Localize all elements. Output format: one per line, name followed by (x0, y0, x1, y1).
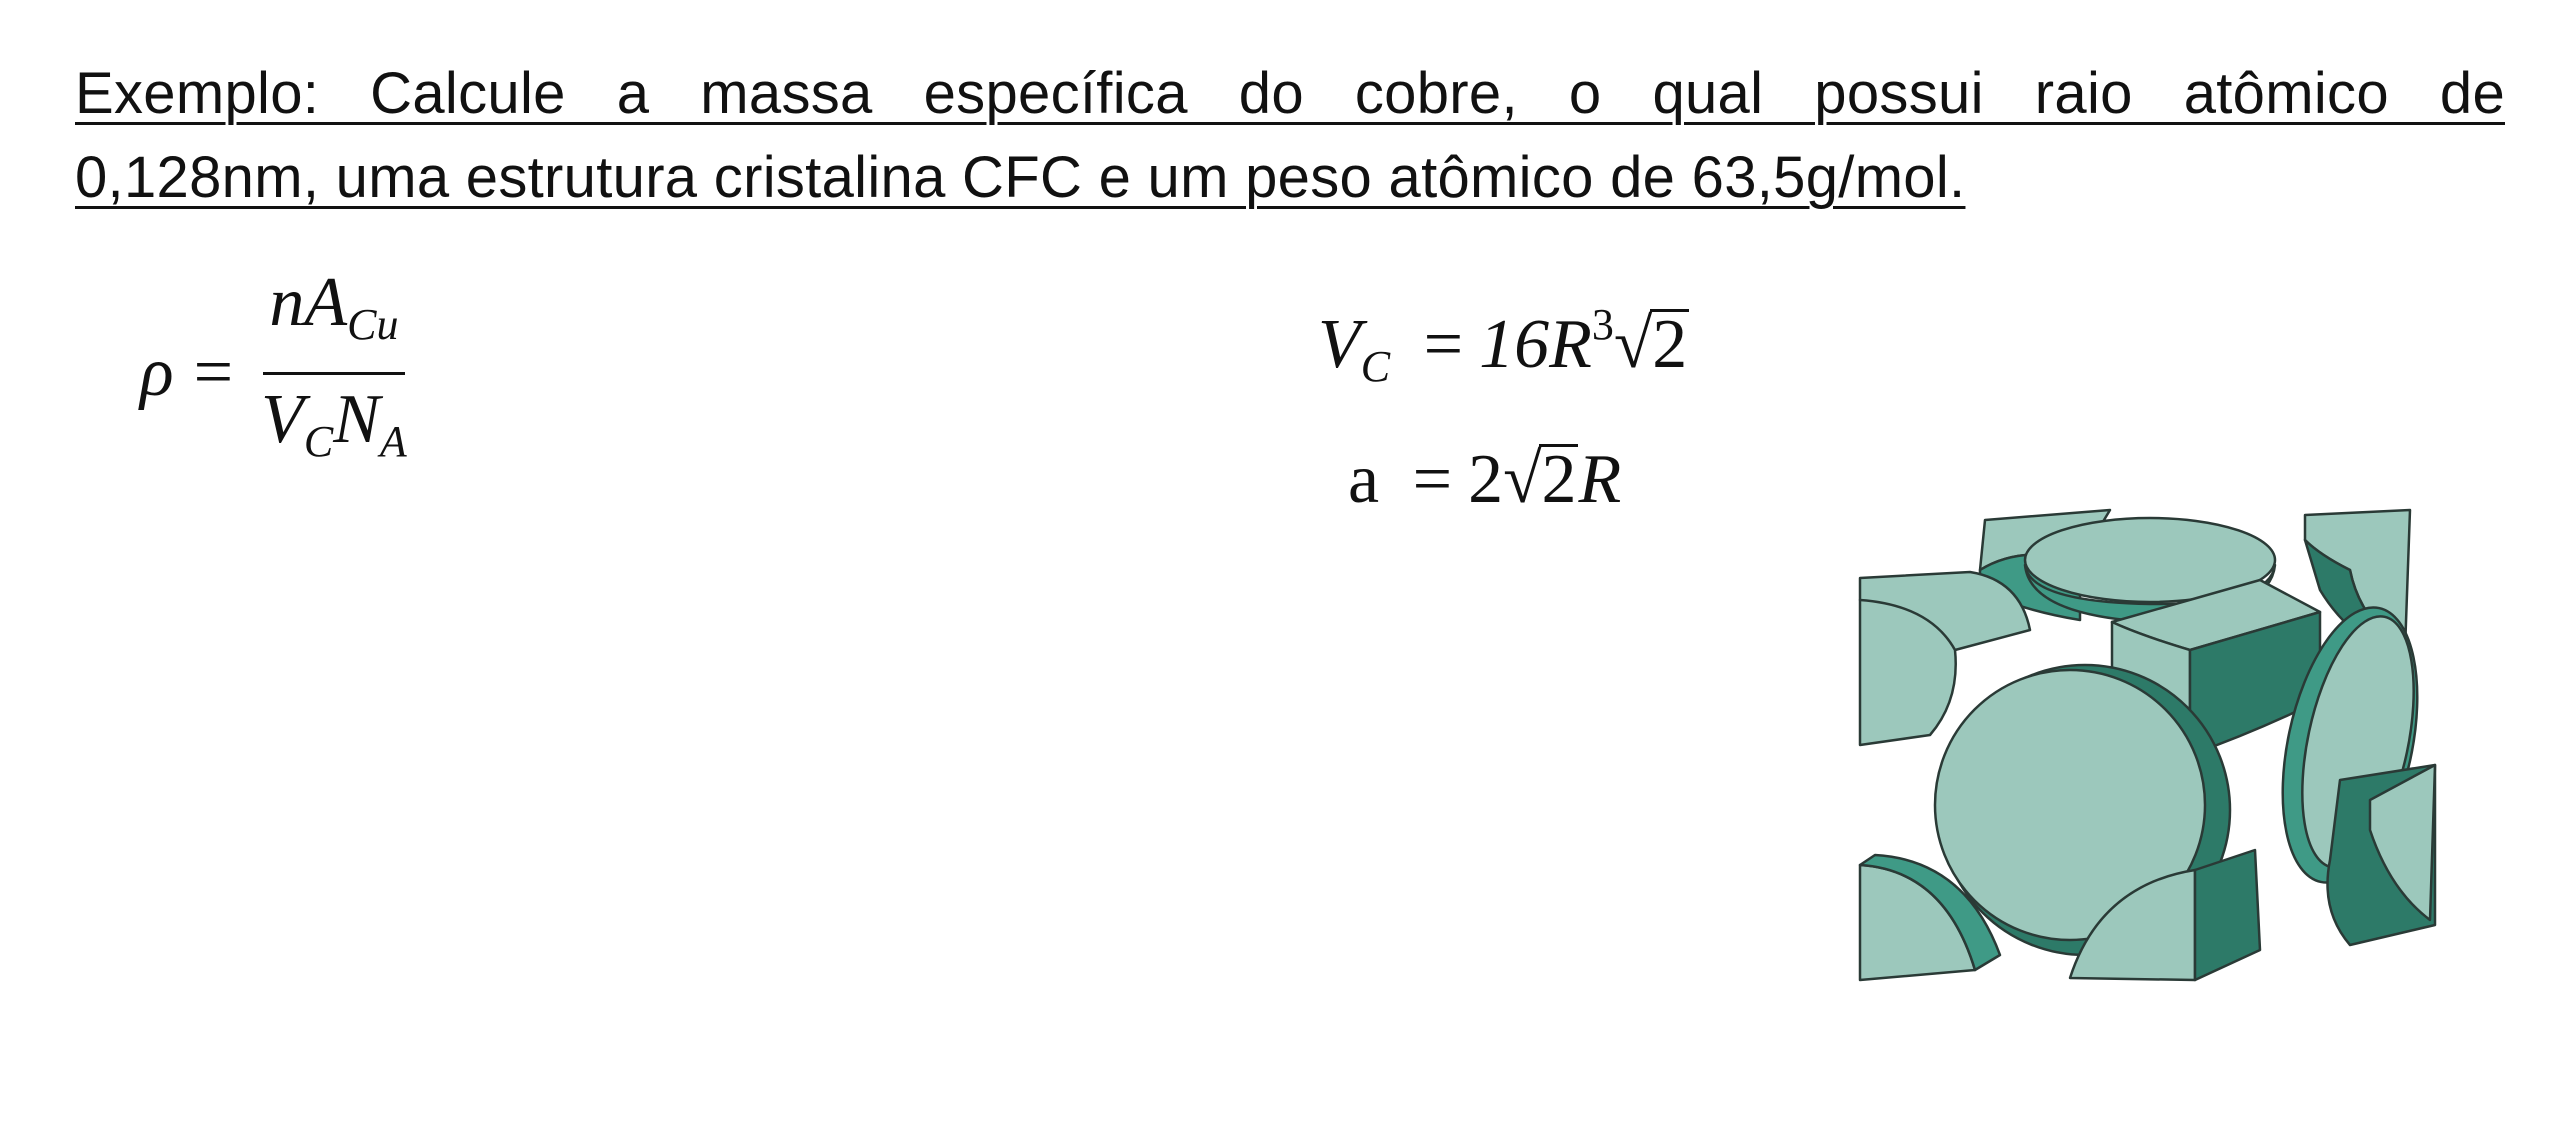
radicand: 2 (1652, 306, 1688, 383)
equals-sign: = (1423, 306, 1464, 383)
denominator-v-subscript: C (303, 417, 334, 466)
edge-symbol: a (1348, 441, 1380, 518)
radical-sign: √ (1613, 306, 1653, 383)
radical-sign: √ (1503, 441, 1542, 518)
numerator-text: nA (269, 264, 348, 341)
volume-formula (1318, 285, 1689, 407)
fraction-numerator (263, 264, 404, 375)
denominator-n: N (333, 381, 380, 458)
density-symbol: ρ (140, 333, 174, 411)
edge-coefficient: 2 (1468, 441, 1504, 518)
volume-exponent: 3 (1591, 300, 1614, 349)
problem-line-1: Exemplo: Calcule a massa específica do cobre, o qual possui raio atômico de (75, 61, 2505, 126)
denominator-n-subscript: A (379, 417, 407, 466)
equals-sign: = (1412, 441, 1453, 518)
corner-atom-front-bottom-right-side (2195, 850, 2260, 980)
fcc-unit-cell-illustration (1850, 500, 2450, 1020)
volume-symbol: V (1318, 306, 1361, 383)
problem-statement (75, 52, 2505, 220)
radius-variable: R (1578, 441, 1622, 518)
denominator-v: V (261, 381, 304, 458)
density-formula (140, 264, 413, 477)
numerator-subscript: Cu (347, 300, 399, 349)
edge-formula (1348, 440, 1621, 520)
problem-line-2: 0,128nm, uma estrutura cristalina CFC e um peso atômico de 63,5g/mol. (75, 145, 1966, 210)
fraction-denominator (255, 375, 413, 477)
volume-subscript: C (1360, 342, 1391, 391)
volume-coefficient: 16R (1479, 306, 1592, 383)
density-fraction (255, 264, 413, 477)
equals-sign: = (193, 333, 234, 411)
radicand: 2 (1541, 441, 1577, 518)
